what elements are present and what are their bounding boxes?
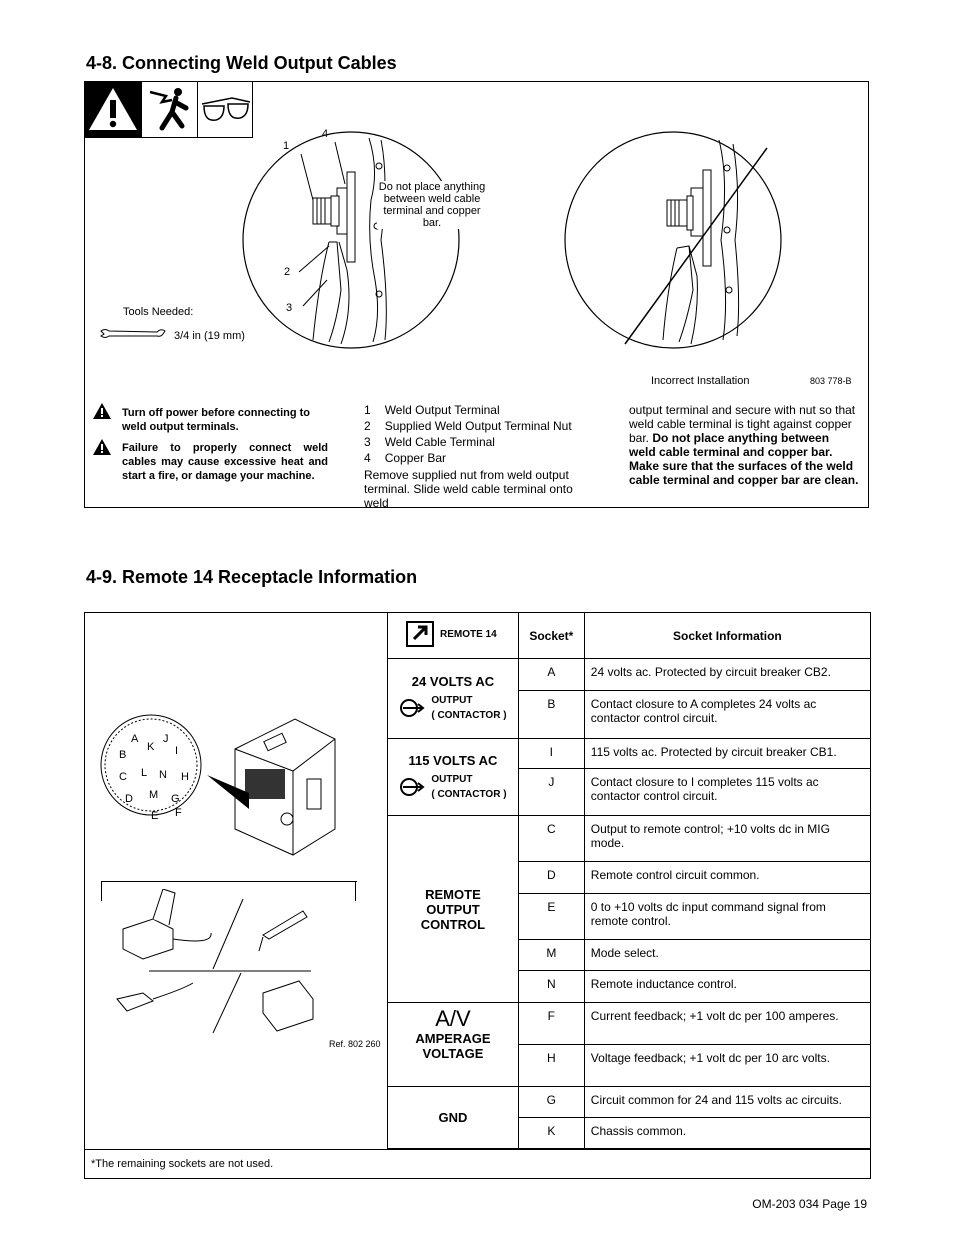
- welder-machine-illustration: [185, 709, 385, 859]
- callout-2: 2: [284, 266, 291, 278]
- safety-glasses-icon: [197, 82, 253, 137]
- pin-a: A: [131, 733, 139, 745]
- socket-k: K: [518, 1118, 584, 1149]
- group-amperage-voltage: A/V AMPERAGE VOLTAGE: [388, 1003, 519, 1087]
- tools-needed-label: Tools Needed:: [123, 306, 194, 318]
- socket-b-info: Contact closure to A completes 24 volts ac contactor control circuit.: [584, 691, 870, 739]
- socket-info-table: [387, 612, 871, 1149]
- do-not-place-note: Do not place anything between weld cable terminal and copper bar.: [378, 181, 486, 229]
- table-row: [388, 816, 871, 862]
- table-row: [388, 659, 871, 691]
- pin-d: D: [125, 793, 133, 805]
- wrench-size-label: 3/4 in (19 mm): [174, 330, 245, 342]
- socket-f: F: [518, 1003, 584, 1045]
- socket-c: C: [518, 816, 584, 862]
- bracket-tick: [355, 881, 356, 901]
- warning-icon: [92, 402, 112, 425]
- socket-b: B: [518, 691, 584, 739]
- pin-b: B: [119, 749, 127, 761]
- table-row: [388, 739, 871, 769]
- socket-d-info: Remote control circuit common.: [584, 862, 870, 894]
- incorrect-installation-illustration: [563, 130, 783, 350]
- instruction-text-part-a: Remove supplied nut from weld output terminal. Slide weld cable terminal onto weld: [364, 468, 573, 510]
- socket-k-info: Chassis common.: [584, 1118, 870, 1149]
- remote-14-icon: REMOTE 14: [406, 621, 497, 647]
- electric-shock-icon: [141, 82, 197, 137]
- av-icon: A/V: [435, 1005, 471, 1031]
- socket-n: N: [518, 971, 584, 1003]
- pin-j: J: [163, 733, 169, 745]
- wrench-icon: [99, 327, 167, 346]
- pin-n: N: [159, 769, 167, 781]
- socket-d: D: [518, 862, 584, 894]
- socket-h-info: Voltage feedback; +1 volt dc per 10 arc volts.: [584, 1045, 870, 1087]
- socket-a: A: [518, 659, 584, 691]
- accessory-bracket: [101, 881, 357, 882]
- socket-j: J: [518, 769, 584, 816]
- socket-h: H: [518, 1045, 584, 1087]
- figure-ref-802: Ref. 802 260: [329, 1039, 381, 1049]
- group-115-volts-ac: 115 VOLTS AC OUTPUT ( CONTACTOR ): [388, 739, 519, 816]
- warning-fire-hazard: Failure to properly connect weld cables may cause excessive heat and start a fire, or damage your machine.: [122, 442, 328, 482]
- socket-c-info: Output to remote control; +10 volts dc in MIG mode.: [584, 816, 870, 862]
- socket-i-info: 115 volts ac. Protected by circuit breaker CB1.: [584, 739, 870, 769]
- pin-e: E: [151, 810, 159, 822]
- callout-3: 3: [286, 302, 293, 314]
- instruction-warning-bold: Do not place anything between weld cable terminal and copper bar. Make sure that the surfaces of the weld cable terminal and copper bar are clean.: [629, 431, 859, 487]
- part-item: 1 Weld Output Terminal: [364, 403, 500, 417]
- table-row: [388, 1003, 871, 1045]
- pin-k: K: [147, 741, 155, 753]
- correct-installation-illustration: [241, 130, 461, 350]
- warning-icon: [92, 438, 112, 461]
- section-4-8-title: 4-8. Connecting Weld Output Cables: [86, 53, 397, 73]
- hazard-icon-strip: [85, 82, 253, 138]
- socket-f-info: Current feedback; +1 volt dc per 100 amperes.: [584, 1003, 870, 1045]
- output-contactor-icon: OUTPUT ( CONTACTOR ): [399, 772, 506, 802]
- group-24-volts-ac: 24 VOLTS AC OUTPUT ( CONTACTOR ): [388, 659, 519, 739]
- socket-m-info: Mode select.: [584, 940, 870, 971]
- socket-g: G: [518, 1087, 584, 1118]
- socket-e: E: [518, 894, 584, 940]
- socket-e-info: 0 to +10 volts dc input command signal from remote control.: [584, 894, 870, 940]
- pin-c: C: [119, 771, 127, 783]
- footnote: *The remaining sockets are not used.: [91, 1158, 274, 1170]
- figure-ref-803: 803 778-B: [810, 376, 852, 386]
- page-footer: OM-203 034 Page 19: [752, 1197, 867, 1211]
- socket-a-info: 24 volts ac. Protected by circuit breaker CB2.: [584, 659, 870, 691]
- socket-column-header: Socket*: [518, 613, 584, 659]
- bracket-tick: [101, 881, 102, 901]
- socket-i: I: [518, 739, 584, 769]
- part-item: 3 Weld Cable Terminal: [364, 435, 495, 449]
- remote-accessories-illustration: [113, 889, 353, 1039]
- pin-m: M: [149, 789, 159, 801]
- footnote-divider: [85, 1149, 870, 1150]
- pin-h: H: [181, 771, 189, 783]
- table-row: [388, 1087, 871, 1118]
- table-header-row: [388, 613, 871, 659]
- part-item: 4 Copper Bar: [364, 451, 447, 465]
- pin-f: F: [175, 807, 182, 819]
- callout-4: 4: [322, 128, 329, 140]
- instruction-text-part-b: output terminal and secure with nut so that weld cable terminal is tight against copper bar. Do not place anything between weld cable terminal and copper bar. Make sure that the surfaces of the weld cable terminal and copper bar are clean.: [629, 403, 859, 487]
- remote-14-header-cell: [388, 613, 519, 659]
- socket-m: M: [518, 940, 584, 971]
- warning-triangle-icon: [85, 82, 141, 137]
- socket-info-column-header: Socket Information: [584, 613, 870, 659]
- output-contactor-icon: OUTPUT ( CONTACTOR ): [399, 693, 506, 723]
- incorrect-installation-label: Incorrect Installation: [651, 375, 750, 387]
- warning-power-off: Turn off power before connecting to weld output terminals.: [122, 407, 311, 433]
- pin-i: I: [175, 745, 179, 757]
- socket-g-info: Circuit common for 24 and 115 volts ac circuits.: [584, 1087, 870, 1118]
- socket-j-info: Contact closure to I completes 115 volts ac contactor control circuit.: [584, 769, 870, 816]
- pin-g: G: [171, 793, 180, 805]
- socket-n-info: Remote inductance control.: [584, 971, 870, 1003]
- weld-cable-panel: [84, 81, 869, 508]
- group-remote-output-control: REMOTE OUTPUT CONTROL: [388, 816, 519, 1003]
- group-gnd: GND: [388, 1087, 519, 1149]
- pin-l: L: [141, 767, 148, 779]
- parts-list: [364, 403, 604, 467]
- section-4-9-title: 4-9. Remote 14 Receptacle Information: [86, 567, 418, 587]
- part-item: 2 Supplied Weld Output Terminal Nut: [364, 419, 572, 433]
- callout-1: 1: [283, 140, 290, 152]
